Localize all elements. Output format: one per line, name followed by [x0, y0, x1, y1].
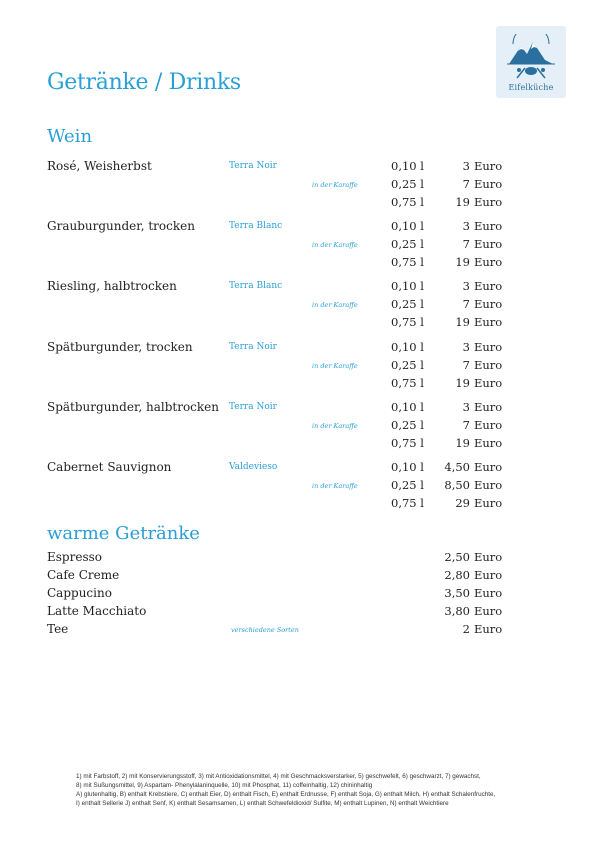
wine-size: 0,75 l: [391, 255, 424, 269]
wine-row: [0, 237, 596, 255]
currency-label: Euro: [474, 568, 503, 582]
wine-size: 0,25 l: [391, 418, 424, 432]
karaffe-label: in der Karaffe: [312, 301, 358, 309]
wine-size: 0,10 l: [391, 279, 424, 293]
drink-name: Tee: [47, 622, 69, 636]
wine-size: 0,25 l: [391, 237, 424, 251]
wine-size: 0,75 l: [391, 315, 424, 329]
currency-label: Euro: [474, 159, 503, 173]
wine-price: 3: [462, 219, 470, 233]
karaffe-label: in der Karaffe: [312, 422, 358, 430]
wine-row: [0, 358, 596, 376]
allergen-footnotes: [76, 772, 546, 808]
wine-size: 0,25 l: [391, 358, 424, 372]
currency-label: Euro: [474, 255, 503, 269]
wine-price: 7: [462, 297, 470, 311]
wine-name: Rosé, Weisherbst: [47, 159, 152, 173]
karaffe-label: in der Karaffe: [312, 482, 358, 490]
wine-name: Spätburgunder, halbtrocken: [47, 400, 220, 414]
wine-price: 19: [455, 255, 470, 269]
wine-price: 8,50: [444, 478, 470, 492]
warm-drink-row: [0, 586, 596, 604]
wine-size: 0,10 l: [391, 460, 424, 474]
currency-label: Euro: [474, 478, 503, 492]
currency-label: Euro: [474, 496, 503, 510]
currency-label: Euro: [474, 550, 503, 564]
wine-row: [0, 219, 596, 237]
currency-label: Euro: [474, 279, 503, 293]
wine-price: 4,50: [444, 460, 470, 474]
drink-price: 2: [462, 622, 470, 636]
wine-price: 3: [462, 400, 470, 414]
footnote-line: A) glutenhaltig, B) enthalt Krebstiere, C) enthalt Eier, D) enthalt Fisch, E) enthalt Erdnusse, F) enthalt Soja, G) enthalt Milch, H) enthalt Schalenfruchte,: [76, 791, 496, 798]
wine-size: 0,10 l: [391, 340, 424, 354]
wine-origin: Valdevieso: [229, 462, 278, 472]
currency-label: Euro: [474, 237, 503, 251]
wine-name: Cabernet Sauvignon: [47, 460, 172, 474]
footnote-line: 8) mit Sußungsmittel, 9) Aspartam- Phenylalaninquelle, 10) mit Phosphat, 11) coffeinhaltig, 12) chininhaltig: [76, 782, 373, 789]
wine-origin: Terra Noir: [229, 402, 277, 412]
karaffe-label: in der Karaffe: [312, 241, 358, 249]
drink-price: 3,80: [444, 604, 470, 618]
wine-row: [0, 279, 596, 297]
wine-size: 0,25 l: [391, 297, 424, 311]
wine-price: 7: [462, 418, 470, 432]
wine-row: [0, 460, 596, 478]
wine-origin: Terra Blanc: [229, 281, 283, 291]
wine-size: 0,10 l: [391, 219, 424, 233]
wine-origin: Terra Noir: [229, 161, 277, 171]
currency-label: Euro: [474, 195, 503, 209]
drink-name: Cappucino: [47, 586, 112, 600]
warm-drink-row: [0, 622, 596, 640]
wine-size: 0,10 l: [391, 159, 424, 173]
warm-drink-row: [0, 604, 596, 622]
currency-label: Euro: [474, 622, 503, 636]
wine-row: [0, 340, 596, 358]
wine-name: Spätburgunder, trocken: [47, 340, 193, 354]
wine-size: 0,75 l: [391, 496, 424, 510]
wine-row: [0, 376, 596, 394]
wine-price: 3: [462, 159, 470, 173]
currency-label: Euro: [474, 358, 503, 372]
warm-drink-row: [0, 568, 596, 586]
drink-price: 3,50: [444, 586, 470, 600]
wine-row: [0, 159, 596, 177]
wine-size: 0,25 l: [391, 177, 424, 191]
section-title-wein: Wein: [47, 126, 93, 147]
drink-note: verschiedene Sorten: [231, 626, 299, 634]
wine-price: 19: [455, 436, 470, 450]
page-title: Getränke / Drinks: [47, 70, 241, 95]
warm-drink-row: [0, 550, 596, 568]
wine-price: 3: [462, 340, 470, 354]
currency-label: Euro: [474, 436, 503, 450]
wine-price: 19: [455, 376, 470, 390]
logo-text: Eifelküche: [508, 83, 554, 92]
footnote-line: 1) mit Farbstoff, 2) mit Konservierungsstoff, 3) mit Antioxidationsmittel, 4) mit Geschmacksverstarker, 5) geschwefelt, 6) geschwarzt, 7) gewachst,: [76, 773, 481, 780]
wine-size: 0,25 l: [391, 478, 424, 492]
wine-row: [0, 297, 596, 315]
currency-label: Euro: [474, 400, 503, 414]
currency-label: Euro: [474, 315, 503, 329]
wine-price: 29: [455, 496, 470, 510]
footnote-line: I) enthalt Sellerie J) enthalt Senf, K) enthalt Sesamsamen, L) enthalt Schwefeldioxid/ Sulfite, M) enthalt Lupinen, N) enthalt Weichtiere: [76, 800, 449, 807]
drink-price: 2,50: [444, 550, 470, 564]
currency-label: Euro: [474, 219, 503, 233]
wine-origin: Terra Blanc: [229, 221, 283, 231]
currency-label: Euro: [474, 376, 503, 390]
wine-row: [0, 496, 596, 514]
restaurant-logo: [496, 26, 566, 98]
wine-name: Riesling, halbtrocken: [47, 279, 177, 293]
currency-label: Euro: [474, 297, 503, 311]
wine-price: 7: [462, 237, 470, 251]
currency-label: Euro: [474, 460, 503, 474]
drink-name: Espresso: [47, 550, 102, 564]
section-title-warme-getraenke: warme Getränke: [47, 523, 200, 544]
wine-row: [0, 400, 596, 418]
karaffe-label: in der Karaffe: [312, 362, 358, 370]
karaffe-label: in der Karaffe: [312, 181, 358, 189]
wine-price: 19: [455, 195, 470, 209]
wine-name: Grauburgunder, trocken: [47, 219, 195, 233]
wine-size: 0,75 l: [391, 376, 424, 390]
mountain-logo-icon: [505, 34, 557, 82]
drink-name: Cafe Creme: [47, 568, 120, 582]
currency-label: Euro: [474, 340, 503, 354]
currency-label: Euro: [474, 418, 503, 432]
wine-row: [0, 315, 596, 333]
wine-price: 19: [455, 315, 470, 329]
wine-size: 0,10 l: [391, 400, 424, 414]
wine-row: [0, 177, 596, 195]
currency-label: Euro: [474, 604, 503, 618]
drink-price: 2,80: [444, 568, 470, 582]
wine-row: [0, 418, 596, 436]
wine-row: [0, 255, 596, 273]
wine-row: [0, 195, 596, 213]
currency-label: Euro: [474, 586, 503, 600]
currency-label: Euro: [474, 177, 503, 191]
wine-origin: Terra Noir: [229, 342, 277, 352]
wine-row: [0, 436, 596, 454]
drink-name: Latte Macchiato: [47, 604, 147, 618]
wine-price: 7: [462, 177, 470, 191]
wine-size: 0,75 l: [391, 195, 424, 209]
wine-size: 0,75 l: [391, 436, 424, 450]
wine-price: 7: [462, 358, 470, 372]
wine-row: [0, 478, 596, 496]
wine-price: 3: [462, 279, 470, 293]
